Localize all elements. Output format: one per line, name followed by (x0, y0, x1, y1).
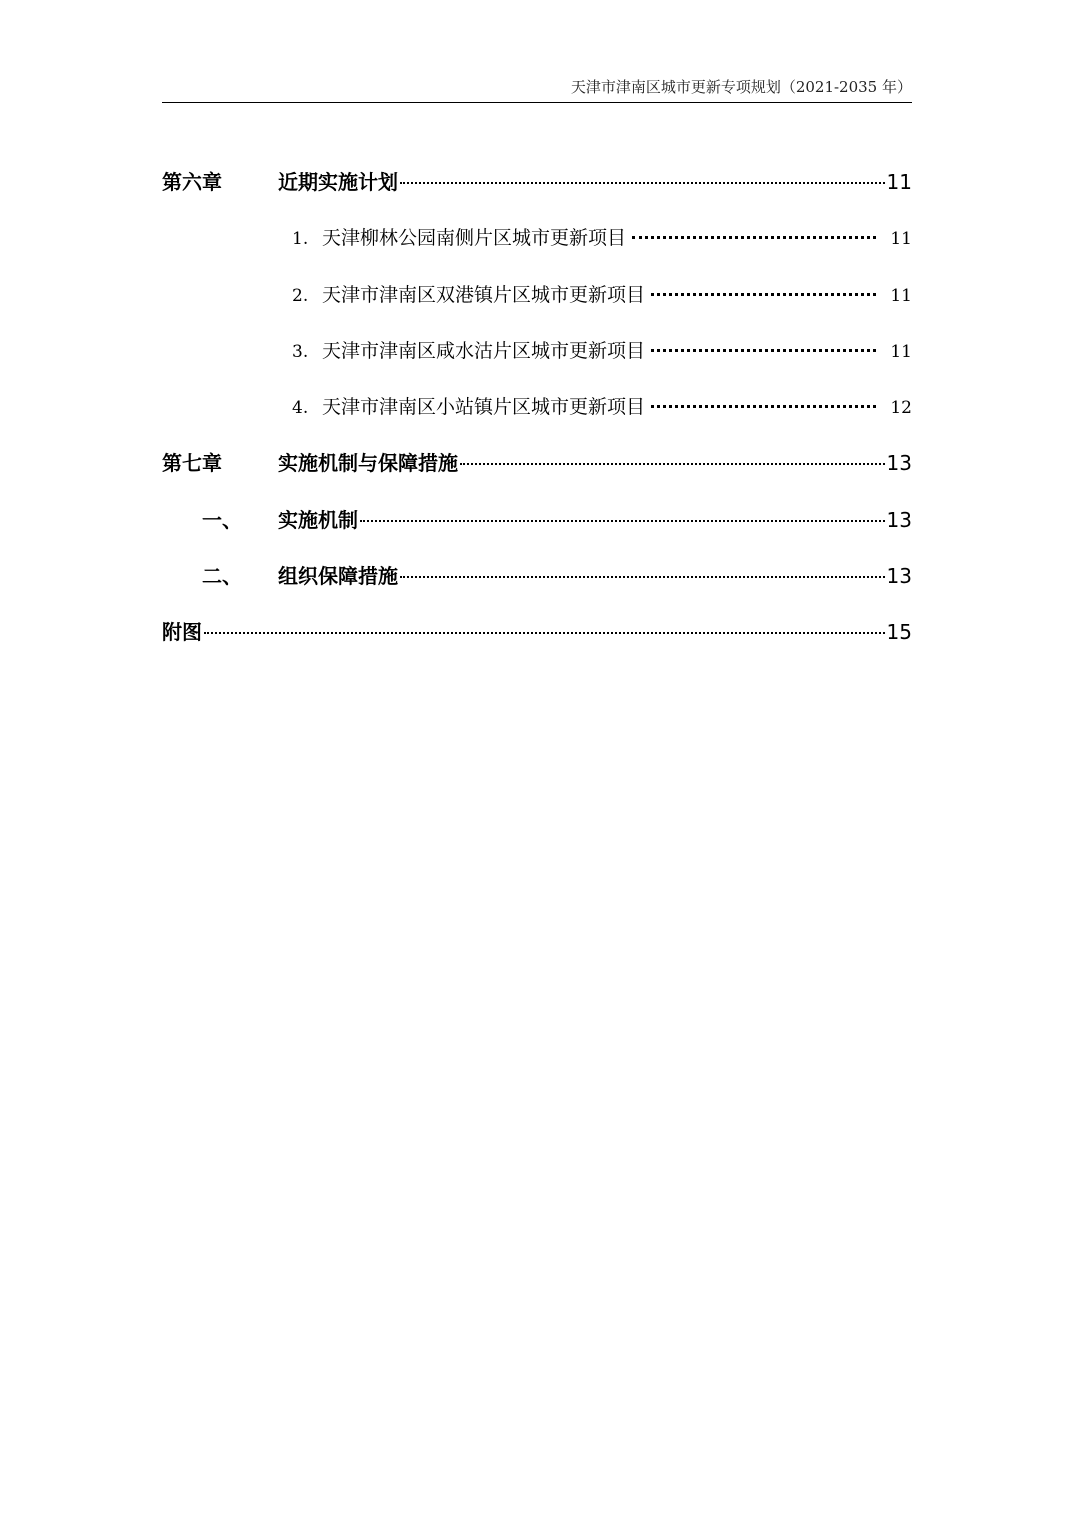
chapter-number: 第七章 (162, 451, 222, 476)
item-title: 天津市津南区咸水沽片区城市更新项目 (322, 339, 646, 362)
toc-chapter-6[interactable] (162, 164, 912, 220)
page-number: 12 (890, 398, 912, 419)
item-title: 天津柳林公园南侧片区城市更新项目 (322, 227, 627, 250)
running-header (162, 76, 912, 103)
document-title: 天津市津南区城市更新专项规划（2021-2035 年） (570, 78, 912, 96)
section-title: 组织保障措施 (278, 564, 398, 589)
dot-leader (651, 292, 876, 296)
page-number: 15 (886, 620, 912, 645)
toc-item-1[interactable] (162, 220, 912, 276)
page-number: 11 (886, 170, 912, 194)
chapter-title: 实施机制与保障措施 (278, 451, 458, 476)
section-number: 一、 (202, 507, 242, 532)
item-number: 2. (292, 285, 309, 306)
section-title: 实施机制 (278, 507, 358, 532)
page-number: 11 (890, 341, 912, 362)
appendix-title: 附图 (162, 620, 202, 645)
toc-chapter-7[interactable] (162, 445, 912, 501)
toc-section-1[interactable] (162, 502, 912, 558)
toc-appendix[interactable] (162, 614, 912, 670)
toc-item-4[interactable] (162, 389, 912, 445)
toc-section-2[interactable] (162, 558, 912, 614)
dot-leader (204, 631, 885, 634)
dot-leader (651, 348, 876, 352)
table-of-contents (162, 164, 912, 671)
page-number: 11 (890, 285, 912, 306)
toc-item-3[interactable] (162, 333, 912, 389)
dot-leader (632, 235, 876, 239)
page-number: 13 (886, 451, 912, 476)
section-number: 二、 (202, 564, 242, 589)
dot-leader (400, 181, 885, 184)
dot-leader (360, 519, 885, 522)
item-number: 1. (292, 229, 309, 250)
dot-leader (651, 404, 876, 408)
dot-leader (400, 575, 885, 578)
item-number: 3. (292, 341, 309, 362)
dot-leader (460, 462, 885, 465)
item-number: 4. (292, 398, 309, 419)
page-number: 13 (886, 507, 912, 532)
page-number: 13 (886, 564, 912, 589)
chapter-number: 第六章 (162, 170, 222, 194)
page-number: 11 (890, 229, 912, 250)
item-title: 天津市津南区小站镇片区城市更新项目 (322, 396, 646, 419)
toc-item-2[interactable] (162, 277, 912, 333)
item-title: 天津市津南区双港镇片区城市更新项目 (322, 283, 646, 306)
chapter-title: 近期实施计划 (278, 170, 398, 194)
